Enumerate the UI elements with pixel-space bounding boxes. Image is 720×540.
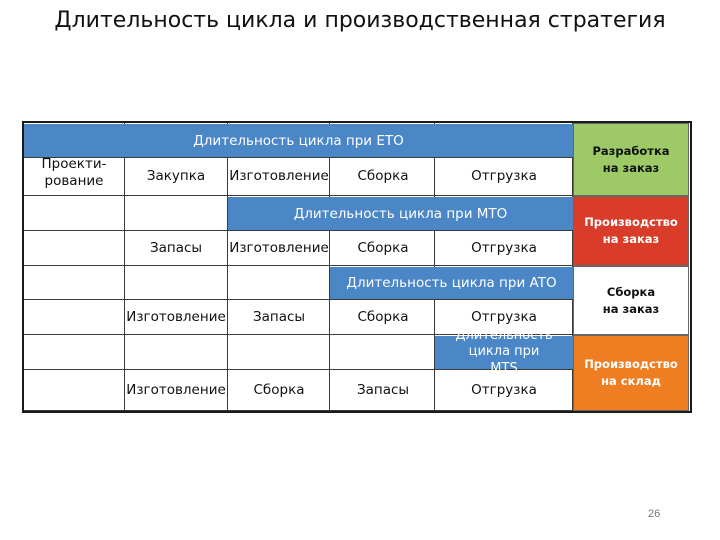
- stage-label: Изготовление: [126, 381, 226, 398]
- stage-label: Изготовление: [126, 308, 226, 325]
- strategy-line-1: Разработка: [592, 143, 670, 158]
- stage-label: Запасы: [252, 308, 306, 325]
- strategy-line-1: Сборка: [606, 284, 656, 299]
- grid-cell: [24, 370, 125, 411]
- strategy-text: [584, 356, 678, 389]
- stage-label: Запасы: [356, 381, 410, 398]
- strategy-text: [584, 214, 678, 247]
- strategy-line-1: Производство: [584, 357, 678, 372]
- stage-label: Закупка: [146, 168, 206, 184]
- stage-label: Отгрузка: [471, 381, 537, 398]
- grid-cell: [125, 266, 228, 300]
- grid-cell: [24, 300, 125, 335]
- strategy-line-1: Производство: [584, 215, 678, 230]
- stage-label: Проекти- рование: [41, 156, 107, 189]
- grid-cell: [24, 335, 125, 370]
- strategy-line-2: на заказ: [602, 232, 660, 246]
- cycle-duration-bar: Длительность цикла при ETO: [24, 124, 573, 157]
- grid-cell: [228, 335, 330, 370]
- strategy-text: [603, 284, 659, 317]
- stage-label: Отгрузка: [471, 308, 537, 325]
- stage-label: Изготовление: [229, 168, 329, 184]
- stage-label: Сборка: [357, 239, 409, 256]
- grid-cell: [24, 231, 125, 266]
- grid-cell: [24, 266, 125, 300]
- stage-label: Отгрузка: [471, 239, 537, 256]
- strategy-line-2: на заказ: [602, 160, 660, 175]
- grid-cell: [125, 335, 228, 370]
- stage-label: Сборка: [357, 308, 409, 325]
- strategy-box: [573, 266, 689, 335]
- cycle-duration-bar: Длительность цикла при MTS: [435, 336, 573, 369]
- grid-cell: [228, 266, 330, 300]
- page-number: 26: [648, 508, 661, 520]
- strategy-text: [592, 143, 669, 176]
- cycle-duration-bar: Длительность цикла при MTO: [228, 197, 573, 230]
- cycle-duration-bar: Длительность цикла при ATO: [330, 267, 573, 299]
- strategy-line-2: на склад: [601, 374, 661, 388]
- stage-label: Изготовление: [229, 239, 329, 256]
- strategy-box: [573, 196, 689, 266]
- stage-label: Отгрузка: [471, 168, 537, 184]
- grid-cell: [24, 196, 125, 231]
- grid-cell: [330, 335, 435, 370]
- strategy-box: [573, 335, 689, 411]
- stage-label: Сборка: [253, 381, 305, 398]
- grid-cell: [125, 196, 228, 231]
- stage-label: Сборка: [357, 168, 409, 184]
- stage-label: Запасы: [149, 239, 203, 256]
- slide-title: Длительность цикла и производственная стратегия: [54, 8, 666, 33]
- strategy-line-2: на заказ: [602, 301, 660, 316]
- strategy-box: [573, 123, 689, 196]
